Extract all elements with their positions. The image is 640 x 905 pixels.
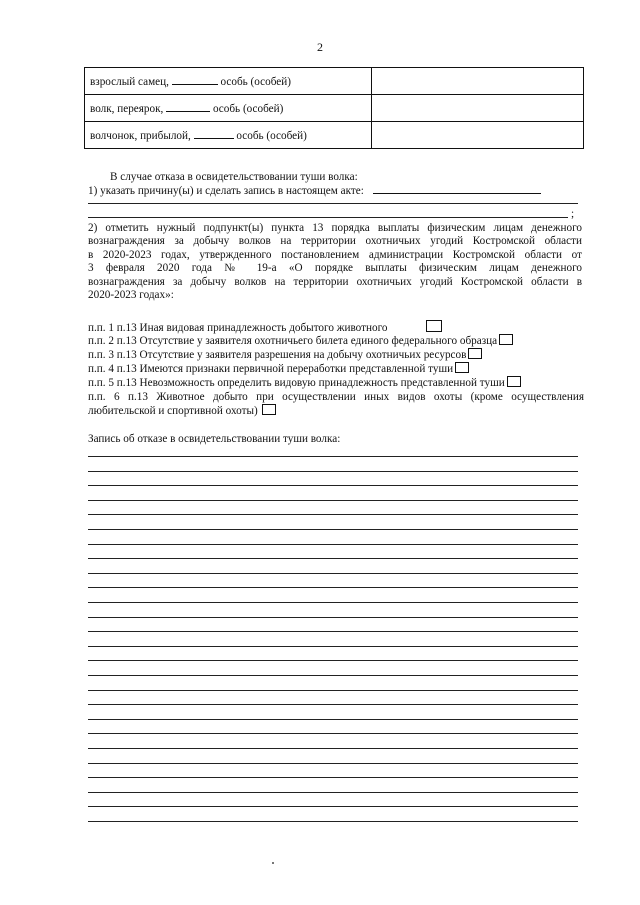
checkbox[interactable] [455, 362, 469, 373]
page-number: 2 [317, 40, 323, 54]
checkbox[interactable] [468, 348, 482, 359]
record-heading: Запись об отказе в освидетельствовании туши волка: [88, 433, 341, 445]
table-cell-label [85, 95, 372, 122]
checklist-label: п.п. 6 п.13 Животное добыто при осуществлении иных видов охоты (кроме осуществления [88, 391, 584, 403]
point2-line: 2020-2023 годах»: [88, 289, 174, 302]
record-line[interactable] [88, 558, 578, 559]
record-line[interactable] [88, 777, 578, 778]
table-row [85, 122, 584, 149]
row-label: волк, переярок, [90, 102, 164, 115]
row-unit: особь (особей) [212, 102, 284, 115]
checkbox[interactable] [499, 334, 513, 345]
checklist-item [88, 376, 521, 390]
checkbox[interactable] [507, 376, 521, 387]
row-unit: особь (особей) [236, 129, 307, 142]
record-line[interactable] [88, 587, 578, 588]
checkbox[interactable] [262, 404, 276, 415]
point2-line: вознаграждения за добычу волков на территории охотничьих угодий Костромской области [88, 235, 582, 248]
record-line[interactable] [88, 631, 578, 632]
semicolon: ; [571, 208, 575, 220]
table-cell-value[interactable] [371, 68, 583, 95]
checklist-label: п.п. 5 п.13 Невозможность определить видовую принадлежность представленной туши [88, 377, 505, 389]
checkbox[interactable] [426, 320, 442, 332]
checklist-label: п.п. 3 п.13 Отсутствие у заявителя разрешения на добычу охотничьих ресурсов [88, 349, 467, 361]
point2-line: в 2020-2023 годах, утвержденного постановлением администрации Костромской области от [88, 248, 582, 261]
record-line[interactable] [88, 660, 578, 661]
record-line[interactable] [88, 719, 578, 720]
record-line[interactable] [88, 471, 578, 472]
record-line[interactable] [88, 529, 578, 530]
refusal-heading: В случае отказа в освидетельствовании туши волка: [110, 171, 358, 183]
record-line[interactable] [88, 806, 578, 807]
record-line[interactable] [88, 573, 578, 574]
point2-line: 3 февраля 2020 года № 19-а «О порядке выплаты физическим лицам денежного [88, 262, 582, 275]
point2-line: вознаграждения за добычу волков на территории охотничьих угодий Костромской области в [88, 275, 582, 288]
table-cell-value[interactable] [371, 122, 583, 149]
row-unit: особь (особей) [220, 75, 291, 88]
checklist-label: п.п. 2 п.13 Отсутствие у заявителя охотничьего билета единого федерального образца [88, 335, 498, 347]
record-line[interactable] [88, 485, 578, 486]
count-blank[interactable] [172, 75, 218, 85]
wolf-count-table [84, 67, 584, 149]
record-line[interactable] [88, 456, 578, 457]
point2-paragraph [88, 222, 582, 302]
table-cell-label [85, 68, 372, 95]
table-cell-value[interactable] [371, 95, 583, 122]
point1-label: 1) указать причину(ы) и сделать запись в настоящем акте: [88, 185, 364, 197]
count-blank[interactable] [194, 129, 234, 139]
checklist-item [88, 362, 469, 376]
reason-line[interactable] [88, 203, 578, 204]
record-line[interactable] [88, 704, 578, 705]
record-line[interactable] [88, 821, 578, 822]
checklist-label: любительской и спортивной охоты) [88, 405, 258, 417]
point1-text [88, 184, 541, 198]
record-line[interactable] [88, 646, 578, 647]
checklist-item [88, 390, 584, 418]
checklist-label: п.п. 4 п.13 Имеются признаки первичной переработки представленной туши [88, 363, 454, 375]
row-label: взрослый самец, [90, 75, 169, 88]
checklist-item [88, 348, 482, 362]
row-label: волчонок, прибылой, [90, 129, 191, 142]
point2-line: 2) отметить нужный подпункт(ы) пункта 13 порядка выплаты физическим лицам денежного [88, 222, 582, 234]
checklist-item [88, 320, 442, 335]
table-row [85, 68, 584, 95]
record-line[interactable] [88, 500, 578, 501]
record-line[interactable] [88, 602, 578, 603]
record-line[interactable] [88, 792, 578, 793]
record-line[interactable] [88, 763, 578, 764]
checklist-label: п.п. 1 п.13 Иная видовая принадлежность добытого животного [88, 322, 388, 334]
table-row [85, 95, 584, 122]
record-line[interactable] [88, 675, 578, 676]
record-line[interactable] [88, 514, 578, 515]
table-cell-label [85, 122, 372, 149]
record-line[interactable] [88, 617, 578, 618]
record-line[interactable] [88, 690, 578, 691]
reason-blank[interactable] [373, 184, 541, 194]
checklist-item [88, 334, 513, 348]
reason-line[interactable] [88, 217, 568, 218]
record-line[interactable] [88, 544, 578, 545]
record-line[interactable] [88, 733, 578, 734]
record-line[interactable] [88, 748, 578, 749]
count-blank[interactable] [166, 102, 210, 112]
scan-speck [272, 862, 274, 864]
